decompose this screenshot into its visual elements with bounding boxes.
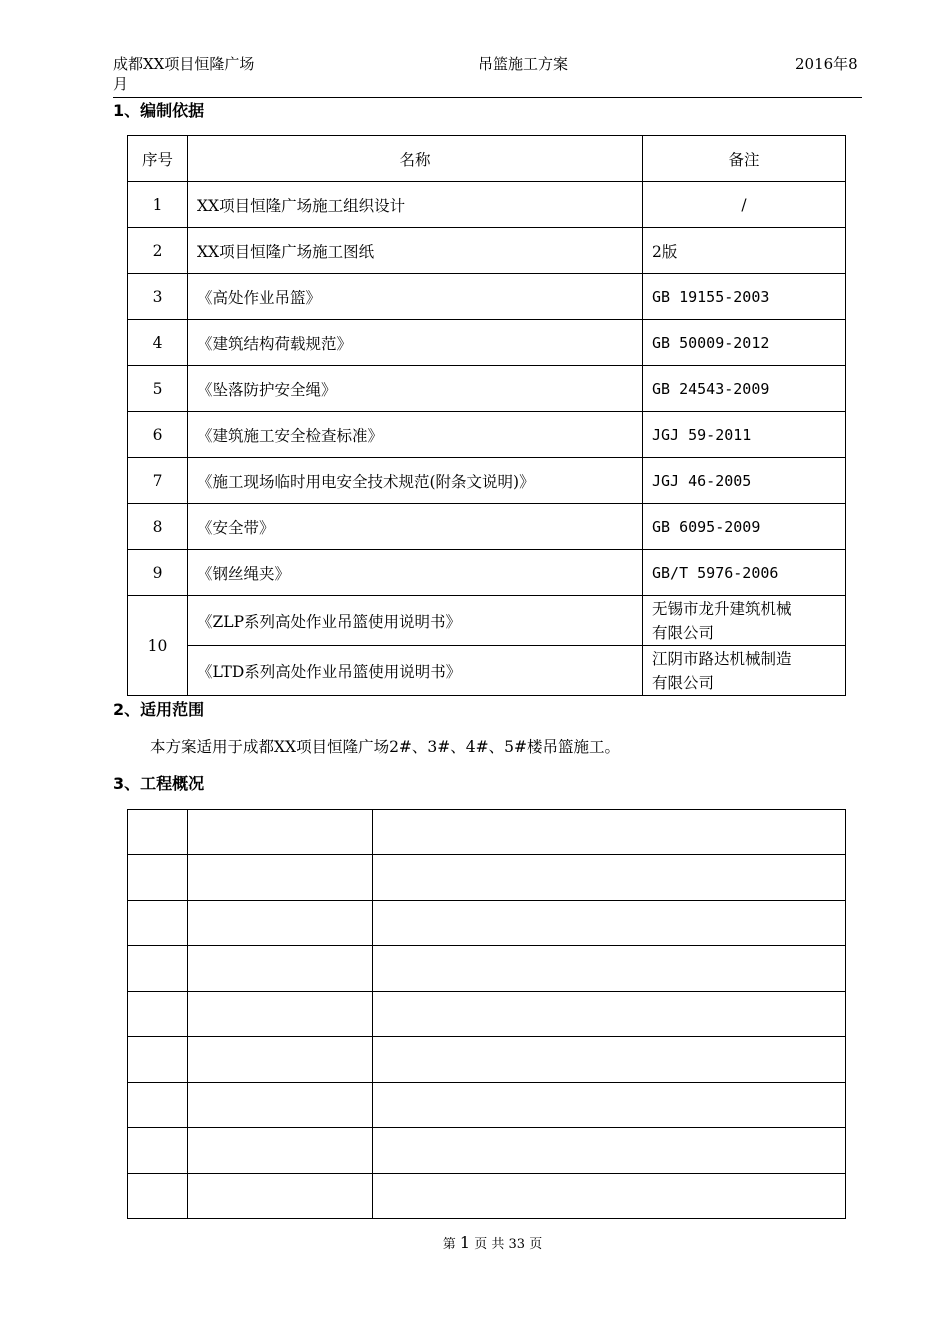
table-row	[128, 320, 846, 366]
footer-middle: 页 共	[474, 1237, 505, 1252]
row-note: JGJ 46-2005	[643, 458, 846, 504]
table-row	[128, 810, 846, 855]
row-no: 10	[128, 596, 188, 696]
footer-suffix: 页	[529, 1237, 543, 1252]
row-note: JGJ 59-2011	[643, 412, 846, 458]
row-name: 《ZLP系列高处作业吊篮使用说明书》	[188, 596, 643, 646]
table-row	[128, 504, 846, 550]
overview-cell-item	[188, 1174, 373, 1219]
row-note: GB 6095-2009	[643, 504, 846, 550]
basis-table	[127, 135, 846, 696]
header-document-title: 吊篮施工方案	[478, 55, 569, 73]
overview-cell-item	[188, 901, 373, 946]
row-no: 4	[128, 320, 188, 366]
header-date: 2016年8	[795, 55, 858, 73]
table-row	[128, 992, 846, 1037]
row-no: 9	[128, 550, 188, 596]
overview-cell-item	[188, 810, 373, 855]
footer-page-number: 1	[459, 1233, 471, 1252]
row-name: 《建筑结构荷载规范》	[188, 320, 643, 366]
row-note-line: 有限公司	[652, 623, 715, 642]
row-note: GB 19155-2003	[643, 274, 846, 320]
row-no: 8	[128, 504, 188, 550]
row-no: 5	[128, 366, 188, 412]
row-no: 3	[128, 274, 188, 320]
overview-cell-content	[373, 1083, 846, 1128]
overview-cell-content	[373, 946, 846, 992]
overview-cell-item	[188, 946, 373, 992]
column-header-name: 名称	[188, 136, 643, 182]
table-row	[128, 1174, 846, 1219]
page-footer	[0, 1233, 950, 1252]
overview-cell-index	[128, 1037, 188, 1083]
table-row	[128, 458, 846, 504]
table-row	[128, 1128, 846, 1174]
overview-cell-index	[128, 1128, 188, 1174]
row-note: GB/T 5976-2006	[643, 550, 846, 596]
row-name: XX项目恒隆广场施工组织设计	[188, 182, 643, 228]
row-note: /	[643, 182, 846, 228]
row-name: 《安全带》	[188, 504, 643, 550]
row-name: 《坠落防护安全绳》	[188, 366, 643, 412]
overview-cell-content	[373, 810, 846, 855]
section2-paragraph: 本方案适用于成都XX项目恒隆广场2#、3#、4#、5#楼吊篮施工。	[150, 738, 620, 756]
overview-cell-content	[373, 992, 846, 1037]
header-project-line1: 成都XX项目恒隆广场	[113, 55, 255, 73]
table-row	[128, 946, 846, 992]
overview-cell-index	[128, 901, 188, 946]
row-no: 6	[128, 412, 188, 458]
overview-cell-content	[373, 1128, 846, 1174]
table-row-10a	[128, 596, 846, 646]
overview-cell-item	[188, 1037, 373, 1083]
row-name: 《施工现场临时用电安全技术规范(附条文说明)》	[188, 458, 643, 504]
overview-cell-index	[128, 992, 188, 1037]
row-no: 7	[128, 458, 188, 504]
overview-cell-item	[188, 992, 373, 1037]
column-header-no: 序号	[128, 136, 188, 182]
header-project-name	[113, 54, 303, 94]
row-note-line: 有限公司	[652, 673, 715, 692]
overview-cell-content	[373, 1174, 846, 1219]
row-name: XX项目恒隆广场施工图纸	[188, 228, 643, 274]
overview-cell-index	[128, 1083, 188, 1128]
row-no: 2	[128, 228, 188, 274]
row-note-line: 江阴市路达机械制造	[652, 649, 792, 668]
header-divider	[113, 97, 862, 98]
row-note-line: 无锡市龙升建筑机械	[652, 599, 792, 618]
footer-total-pages: 33	[508, 1237, 526, 1252]
row-note-multiline	[643, 596, 846, 646]
table-row	[128, 366, 846, 412]
table-row	[128, 274, 846, 320]
overview-table	[127, 809, 846, 1219]
row-name: 《建筑施工安全检查标准》	[188, 412, 643, 458]
section2-heading: 2、适用范围	[113, 700, 205, 719]
table-row	[128, 182, 846, 228]
row-note-multiline	[643, 646, 846, 696]
column-header-note: 备注	[643, 136, 846, 182]
overview-cell-index	[128, 1174, 188, 1219]
table-row	[128, 855, 846, 901]
table-row	[128, 550, 846, 596]
table-row	[128, 1083, 846, 1128]
basis-table-header-row	[128, 136, 846, 182]
row-note: GB 50009-2012	[643, 320, 846, 366]
row-name: 《高处作业吊篮》	[188, 274, 643, 320]
section1-heading: 1、编制依据	[113, 101, 205, 120]
row-name: 《LTD系列高处作业吊篮使用说明书》	[188, 646, 643, 696]
table-row	[128, 901, 846, 946]
table-row	[128, 228, 846, 274]
table-row	[128, 1037, 846, 1083]
overview-cell-item	[188, 1128, 373, 1174]
overview-cell-item	[188, 1083, 373, 1128]
overview-cell-item	[188, 855, 373, 901]
overview-cell-index	[128, 810, 188, 855]
overview-cell-content	[373, 855, 846, 901]
row-note: 2版	[643, 228, 846, 274]
overview-cell-index	[128, 946, 188, 992]
table-row	[128, 412, 846, 458]
overview-cell-index	[128, 855, 188, 901]
row-no: 1	[128, 182, 188, 228]
section3-heading: 3、工程概况	[113, 774, 205, 793]
row-note: GB 24543-2009	[643, 366, 846, 412]
table-row-10b	[128, 646, 846, 696]
header-project-line2: 月	[113, 75, 129, 93]
overview-cell-content	[373, 1037, 846, 1083]
footer-prefix: 第	[442, 1237, 456, 1252]
overview-cell-content	[373, 901, 846, 946]
row-name: 《钢丝绳夹》	[188, 550, 643, 596]
